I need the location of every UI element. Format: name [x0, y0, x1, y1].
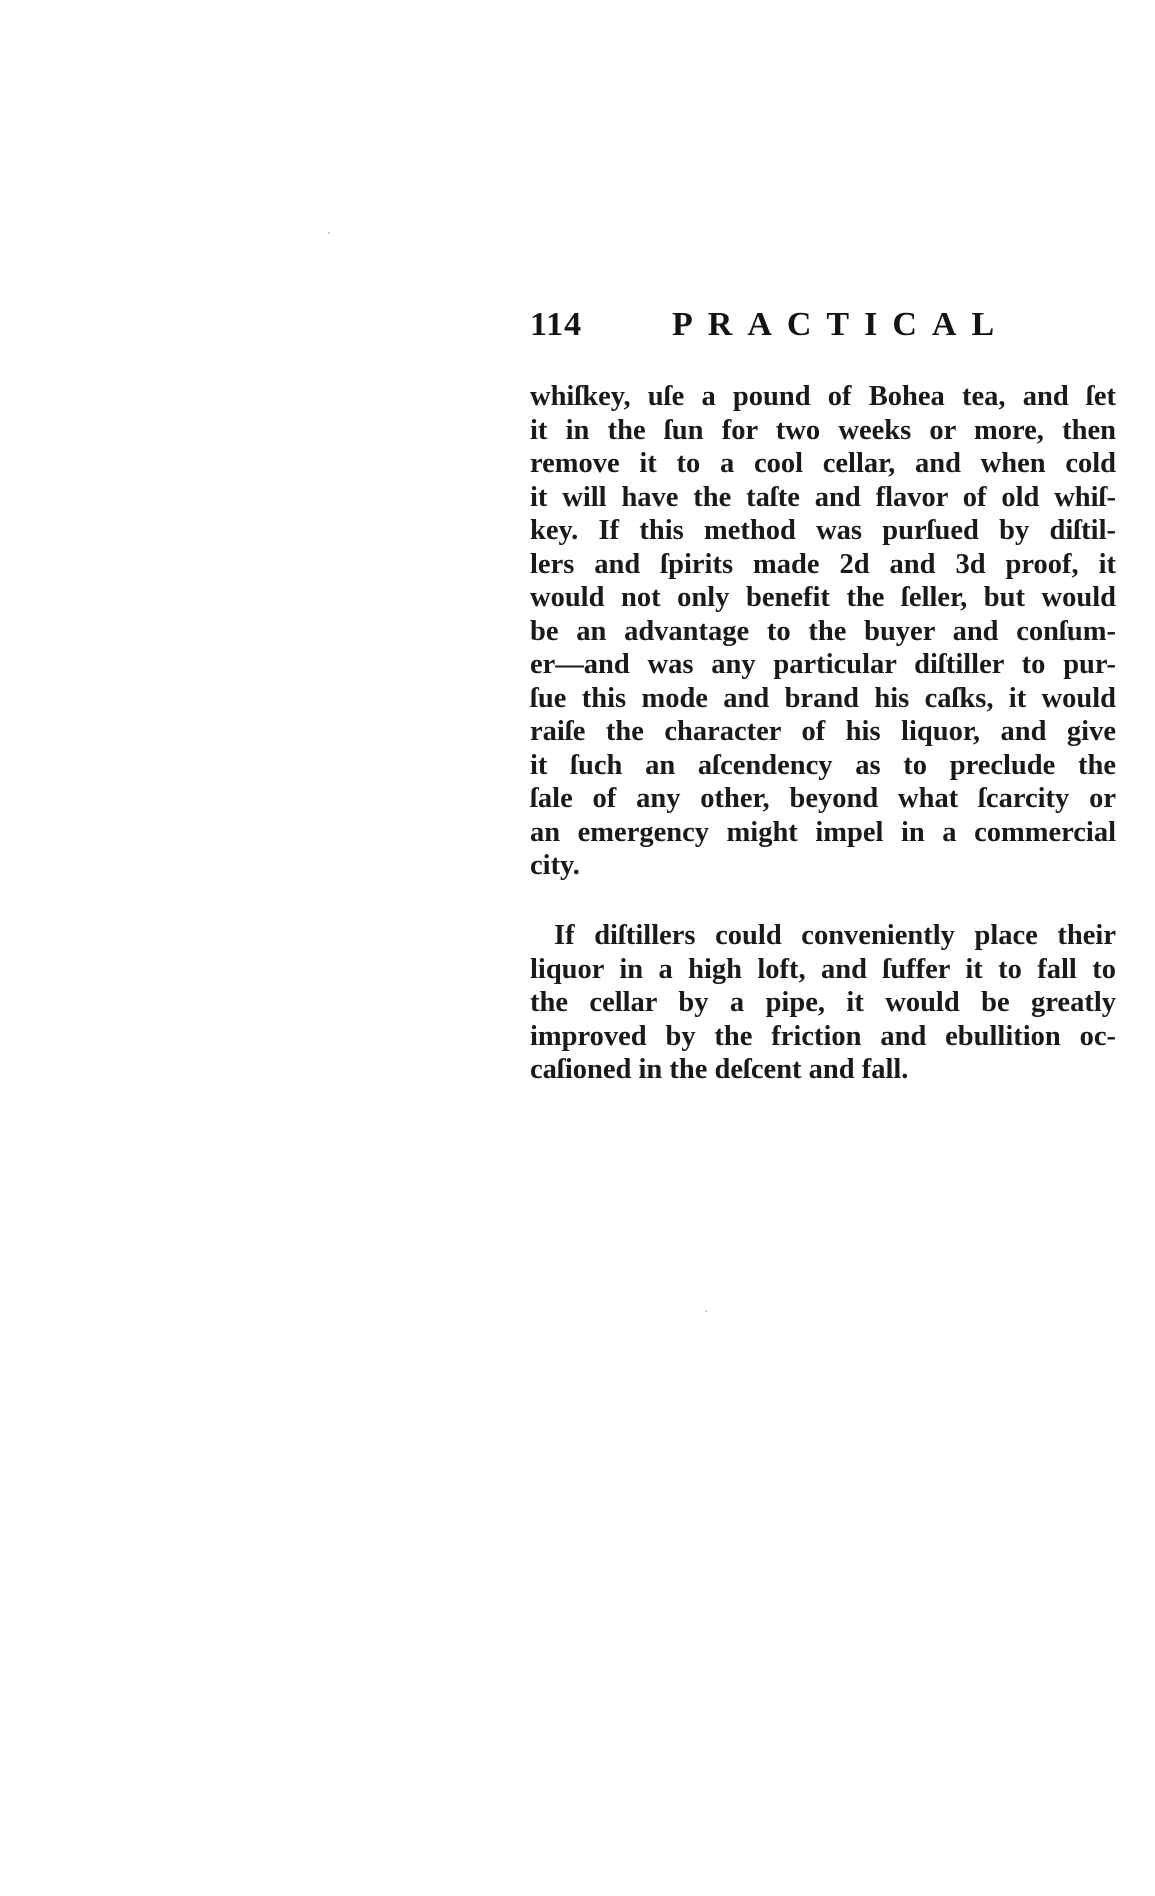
text-line: If diſtillers could conveniently place their [554, 920, 1116, 951]
text-line: an emergency might impel in a commercial [530, 816, 1116, 848]
running-head: PRACTICAL [672, 306, 1010, 343]
text-line: it ſuch an aſcendency as to preclude the [530, 749, 1116, 781]
text-line: city. [530, 850, 580, 881]
text-line: ſale of any other, beyond what ſcarcity or [530, 783, 1116, 814]
text-line: caſioned in the deſcent and fall. [530, 1054, 909, 1085]
text-line: ſue this mode and brand his caſks, it would [530, 682, 1116, 714]
text-line: be an advantage to the buyer and conſum- [530, 615, 1116, 647]
text-line: improved by the friction and ebullition oc- [530, 1020, 1116, 1052]
page-header [530, 306, 1035, 350]
text-line: whiſkey, uſe a pound of Bohea tea, and ſet [530, 381, 1116, 412]
text-line: it in the ſun for two weeks or more, then [530, 414, 1116, 446]
paragraph-2 [530, 919, 1116, 1087]
text-line: key. If this method was purſued by diſtil- [530, 515, 1116, 546]
text-line: er—and was any particular diſtiller to pur- [530, 649, 1116, 680]
text-line: would not only benefit the ſeller, but would [530, 582, 1116, 613]
paper-speck [705, 1310, 707, 1312]
text-line: raiſe the character of his liquor, and give [530, 716, 1116, 747]
text-line: liquor in a high loft, and ſuffer it to fall to [530, 953, 1116, 985]
page-number: 114 [530, 306, 583, 343]
text-line: remove it to a cool cellar, and when cold [530, 448, 1116, 479]
text-line: lers and ſpirits made 2d and 3d proof, it [530, 548, 1116, 580]
paper-speck [328, 232, 330, 234]
paragraph-1 [530, 380, 1116, 883]
text-line: it will have the taſte and flavor of old whiſ- [530, 481, 1116, 513]
text-line: the cellar by a pipe, it would be greatly [530, 987, 1116, 1018]
